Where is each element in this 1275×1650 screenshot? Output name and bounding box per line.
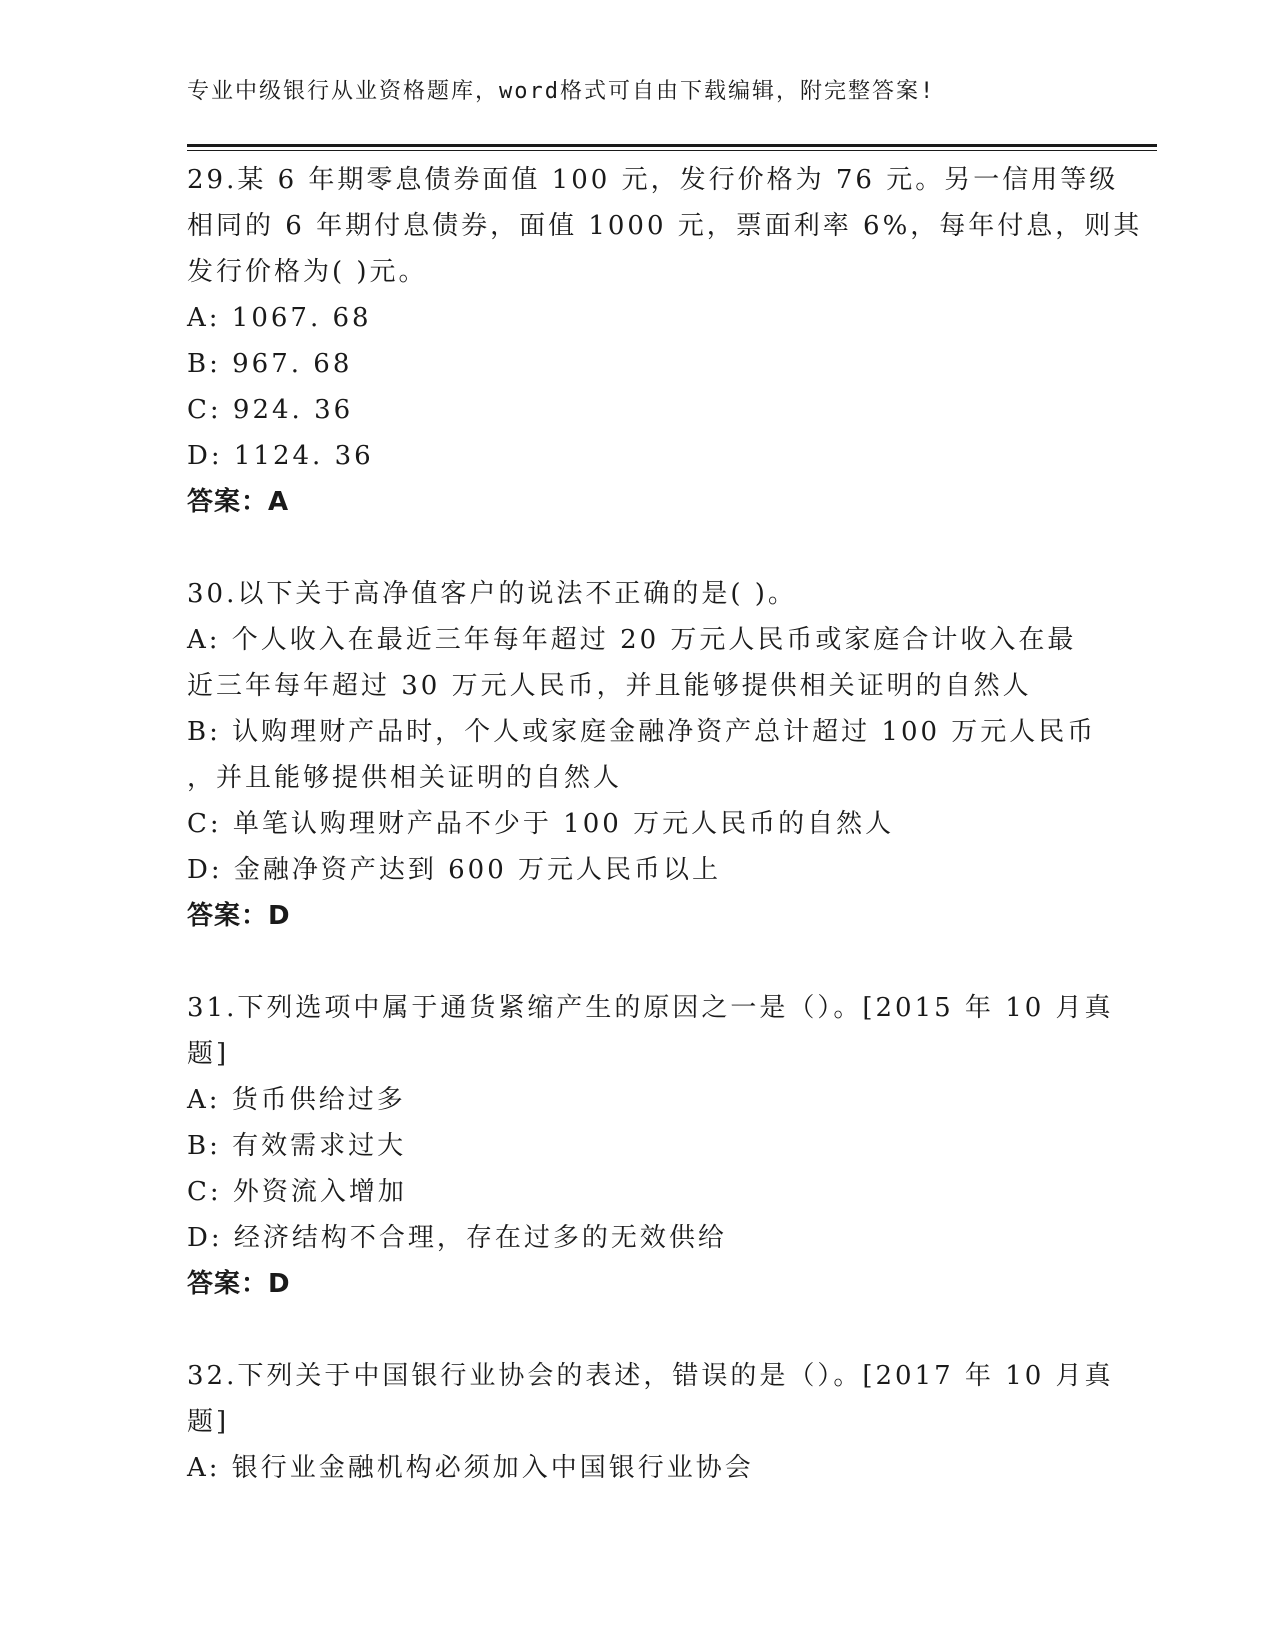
option-b-continued: ，并且能够提供相关证明的自然人 xyxy=(187,763,623,793)
page-header: 专业中级银行从业资格题库，word格式可自由下载编辑，附完整答案! xyxy=(187,79,936,104)
question-30 xyxy=(187,571,1097,939)
header-rule-thick xyxy=(187,144,1157,147)
question-31 xyxy=(187,985,1114,1307)
option-b: B: 有效需求过大 xyxy=(187,1131,407,1161)
option-d: D: 1124. 36 xyxy=(187,441,374,471)
option-b: B: 967. 68 xyxy=(187,349,353,379)
header-rule-thin xyxy=(187,150,1157,151)
answer-label: 答案：A xyxy=(187,487,290,517)
question-stem-line: 题] xyxy=(187,1407,230,1437)
answer-label: 答案：D xyxy=(187,901,291,931)
question-stem-line: 相同的 6 年期付息债券，面值 1000 元，票面利率 6%，每年付息，则其 xyxy=(187,211,1143,241)
question-stem-line: 30.以下关于高净值客户的说法不正确的是( )。 xyxy=(187,579,797,609)
option-a: A: 银行业金融机构必须加入中国银行业协会 xyxy=(187,1453,754,1483)
option-c: C: 924. 36 xyxy=(187,395,354,425)
option-c: C: 单笔认购理财产品不少于 100 万元人民币的自然人 xyxy=(187,809,895,839)
question-29 xyxy=(187,157,1143,525)
answer-label: 答案：D xyxy=(187,1269,291,1299)
question-32 xyxy=(187,1353,1114,1491)
option-b: B: 认购理财产品时，个人或家庭金融净资产总计超过 100 万元人民币 xyxy=(187,717,1097,747)
option-d: D: 金融净资产达到 600 万元人民币以上 xyxy=(187,855,722,885)
question-stem-line: 29.某 6 年期零息债券面值 100 元，发行价格为 76 元。另一信用等级 xyxy=(187,165,1119,195)
question-stem-line: 31.下列选项中属于通货紧缩产生的原因之一是（）。[2015 年 10 月真 xyxy=(187,993,1114,1023)
question-stem-line: 发行价格为( )元。 xyxy=(187,257,428,287)
option-a-continued: 近三年每年超过 30 万元人民币，并且能够提供相关证明的自然人 xyxy=(187,671,1032,701)
question-stem-line: 32.下列关于中国银行业协会的表述，错误的是（）。[2017 年 10 月真 xyxy=(187,1361,1114,1391)
option-c: C: 外资流入增加 xyxy=(187,1177,407,1207)
question-stem-line: 题] xyxy=(187,1039,230,1069)
option-a: A: 货币供给过多 xyxy=(187,1085,406,1115)
option-d: D: 经济结构不合理，存在过多的无效供给 xyxy=(187,1223,727,1253)
option-a: A: 1067. 68 xyxy=(187,303,372,333)
question-list xyxy=(187,157,1143,1491)
option-a: A: 个人收入在最近三年每年超过 20 万元人民币或家庭合计收入在最 xyxy=(187,625,1077,655)
